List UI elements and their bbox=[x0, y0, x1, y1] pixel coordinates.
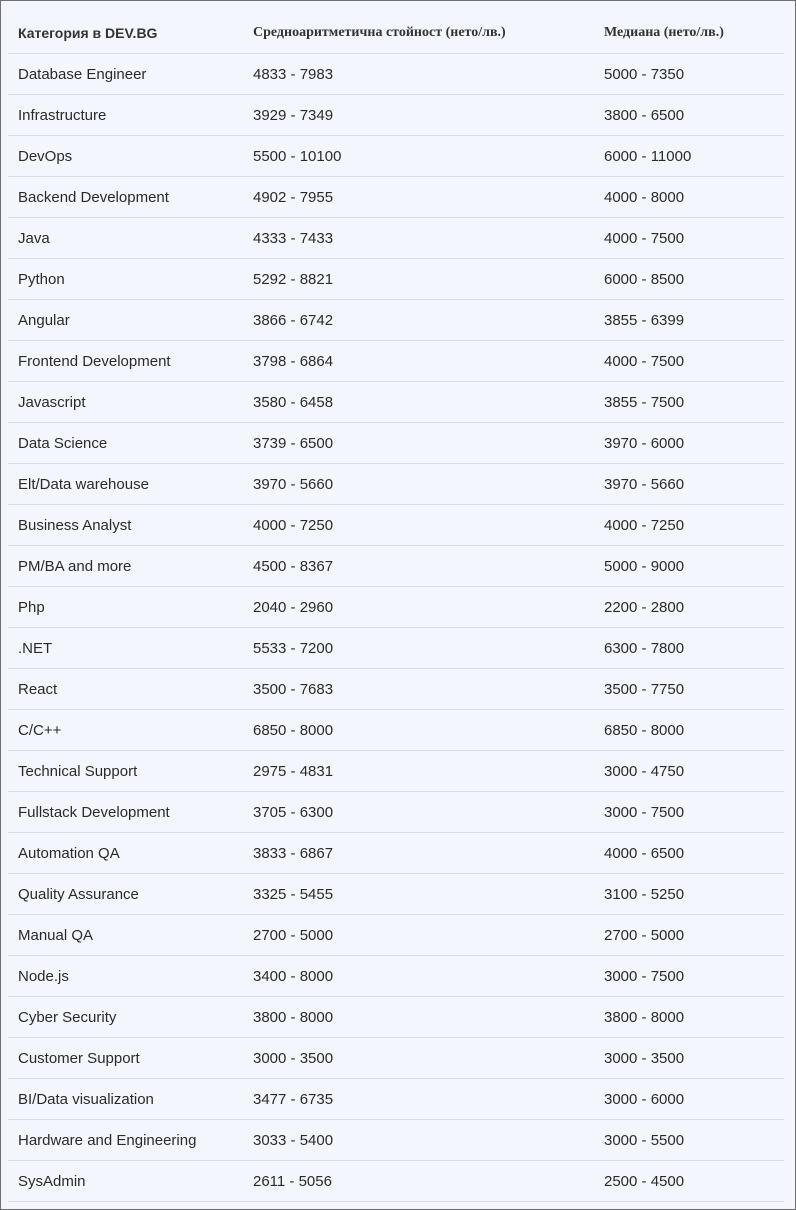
cell-median: 3500 - 7750 bbox=[594, 669, 784, 710]
table-row bbox=[8, 833, 784, 874]
cell-average: 3739 - 6500 bbox=[243, 423, 594, 464]
cell-category: React bbox=[8, 669, 243, 710]
table-row bbox=[8, 997, 784, 1038]
cell-median: 3000 - 3500 bbox=[594, 1038, 784, 1079]
table-row bbox=[8, 177, 784, 218]
cell-average: 3477 - 6735 bbox=[243, 1079, 594, 1120]
table-row bbox=[8, 259, 784, 300]
header-row bbox=[8, 13, 784, 54]
cell-median: 3970 - 5660 bbox=[594, 464, 784, 505]
cell-category: Database Engineer bbox=[8, 54, 243, 95]
cell-category: Hardware and Engineering bbox=[8, 1120, 243, 1161]
cell-average: 4902 - 7955 bbox=[243, 177, 594, 218]
cell-category: C/C++ bbox=[8, 710, 243, 751]
cell-category: BI/Data visualization bbox=[8, 1079, 243, 1120]
cell-median: 3800 - 8000 bbox=[594, 997, 784, 1038]
cell-median: 4000 - 7500 bbox=[594, 218, 784, 259]
cell-average: 5533 - 7200 bbox=[243, 628, 594, 669]
cell-average: 4333 - 7433 bbox=[243, 218, 594, 259]
cell-category: Technical Support bbox=[8, 751, 243, 792]
table-row bbox=[8, 956, 784, 997]
table-row bbox=[8, 95, 784, 136]
cell-category: Fullstack Development bbox=[8, 792, 243, 833]
cell-median: 6000 - 8500 bbox=[594, 259, 784, 300]
cell-category: DevOps bbox=[8, 136, 243, 177]
cell-average: 3970 - 5660 bbox=[243, 464, 594, 505]
cell-median: 3800 - 6500 bbox=[594, 95, 784, 136]
cell-average: 2040 - 2960 bbox=[243, 587, 594, 628]
cell-category: PM/BA and more bbox=[8, 546, 243, 587]
cell-median: 6850 - 8000 bbox=[594, 710, 784, 751]
cell-average: 3800 - 8000 bbox=[243, 997, 594, 1038]
cell-category: Elt/Data warehouse bbox=[8, 464, 243, 505]
table-row bbox=[8, 136, 784, 177]
table-row bbox=[8, 546, 784, 587]
cell-median: 3000 - 6000 bbox=[594, 1079, 784, 1120]
cell-average: 2611 - 5056 bbox=[243, 1161, 594, 1202]
cell-average: 3400 - 8000 bbox=[243, 956, 594, 997]
cell-median: 2500 - 4500 bbox=[594, 1161, 784, 1202]
cell-median: 6300 - 7800 bbox=[594, 628, 784, 669]
cell-median: 4000 - 7500 bbox=[594, 341, 784, 382]
cell-average: 2975 - 4831 bbox=[243, 751, 594, 792]
cell-median: 3000 - 7500 bbox=[594, 956, 784, 997]
cell-category: Node.js bbox=[8, 956, 243, 997]
cell-category: Backend Development bbox=[8, 177, 243, 218]
cell-median: 3100 - 5250 bbox=[594, 874, 784, 915]
cell-average: 3866 - 6742 bbox=[243, 300, 594, 341]
cell-median: 4000 - 6500 bbox=[594, 833, 784, 874]
cell-category: Infrastructure bbox=[8, 95, 243, 136]
cell-average: 3929 - 7349 bbox=[243, 95, 594, 136]
cell-median: 3000 - 4750 bbox=[594, 751, 784, 792]
cell-average: 3000 - 3500 bbox=[243, 1038, 594, 1079]
table-row bbox=[8, 464, 784, 505]
salary-table bbox=[8, 13, 784, 1202]
table-row bbox=[8, 628, 784, 669]
cell-median: 5000 - 9000 bbox=[594, 546, 784, 587]
cell-category: Javascript bbox=[8, 382, 243, 423]
table-row bbox=[8, 423, 784, 464]
cell-category: Python bbox=[8, 259, 243, 300]
cell-category: Php bbox=[8, 587, 243, 628]
table-row bbox=[8, 1079, 784, 1120]
cell-average: 5500 - 10100 bbox=[243, 136, 594, 177]
table-row bbox=[8, 218, 784, 259]
cell-category: SysAdmin bbox=[8, 1161, 243, 1202]
cell-category: Frontend Development bbox=[8, 341, 243, 382]
cell-average: 3705 - 6300 bbox=[243, 792, 594, 833]
cell-category: Angular bbox=[8, 300, 243, 341]
cell-category: Customer Support bbox=[8, 1038, 243, 1079]
cell-category: Cyber Security bbox=[8, 997, 243, 1038]
cell-median: 2200 - 2800 bbox=[594, 587, 784, 628]
table-body bbox=[8, 54, 784, 1202]
cell-median: 3000 - 5500 bbox=[594, 1120, 784, 1161]
table-row bbox=[8, 587, 784, 628]
cell-average: 3833 - 6867 bbox=[243, 833, 594, 874]
cell-category: Business Analyst bbox=[8, 505, 243, 546]
table-row bbox=[8, 669, 784, 710]
cell-category: Manual QA bbox=[8, 915, 243, 956]
cell-average: 2700 - 5000 bbox=[243, 915, 594, 956]
table-header bbox=[8, 13, 784, 54]
cell-category: Java bbox=[8, 218, 243, 259]
header-category: Категория в DEV.BG bbox=[8, 13, 243, 54]
cell-average: 3325 - 5455 bbox=[243, 874, 594, 915]
cell-median: 4000 - 8000 bbox=[594, 177, 784, 218]
cell-median: 3855 - 7500 bbox=[594, 382, 784, 423]
table-row bbox=[8, 382, 784, 423]
cell-median: 5000 - 7350 bbox=[594, 54, 784, 95]
table-row bbox=[8, 751, 784, 792]
cell-average: 3798 - 6864 bbox=[243, 341, 594, 382]
cell-average: 4500 - 8367 bbox=[243, 546, 594, 587]
table-row bbox=[8, 1038, 784, 1079]
cell-median: 3000 - 7500 bbox=[594, 792, 784, 833]
cell-average: 4833 - 7983 bbox=[243, 54, 594, 95]
cell-median: 4000 - 7250 bbox=[594, 505, 784, 546]
cell-median: 2700 - 5000 bbox=[594, 915, 784, 956]
table-row bbox=[8, 792, 784, 833]
table-row bbox=[8, 710, 784, 751]
cell-average: 3500 - 7683 bbox=[243, 669, 594, 710]
table-row bbox=[8, 1161, 784, 1202]
table-row bbox=[8, 874, 784, 915]
table-row bbox=[8, 341, 784, 382]
cell-category: Quality Assurance bbox=[8, 874, 243, 915]
cell-average: 3033 - 5400 bbox=[243, 1120, 594, 1161]
cell-category: Data Science bbox=[8, 423, 243, 464]
header-average: Средноаритметична стойност (нето/лв.) bbox=[243, 13, 594, 54]
cell-category: .NET bbox=[8, 628, 243, 669]
cell-average: 3580 - 6458 bbox=[243, 382, 594, 423]
cell-median: 6000 - 11000 bbox=[594, 136, 784, 177]
cell-median: 3855 - 6399 bbox=[594, 300, 784, 341]
table-row bbox=[8, 915, 784, 956]
table-row bbox=[8, 300, 784, 341]
cell-category: Automation QA bbox=[8, 833, 243, 874]
cell-median: 3970 - 6000 bbox=[594, 423, 784, 464]
table-row bbox=[8, 1120, 784, 1161]
header-median: Медиана (нето/лв.) bbox=[594, 13, 784, 54]
table-row bbox=[8, 505, 784, 546]
cell-average: 6850 - 8000 bbox=[243, 710, 594, 751]
cell-average: 5292 - 8821 bbox=[243, 259, 594, 300]
table-row bbox=[8, 54, 784, 95]
cell-average: 4000 - 7250 bbox=[243, 505, 594, 546]
